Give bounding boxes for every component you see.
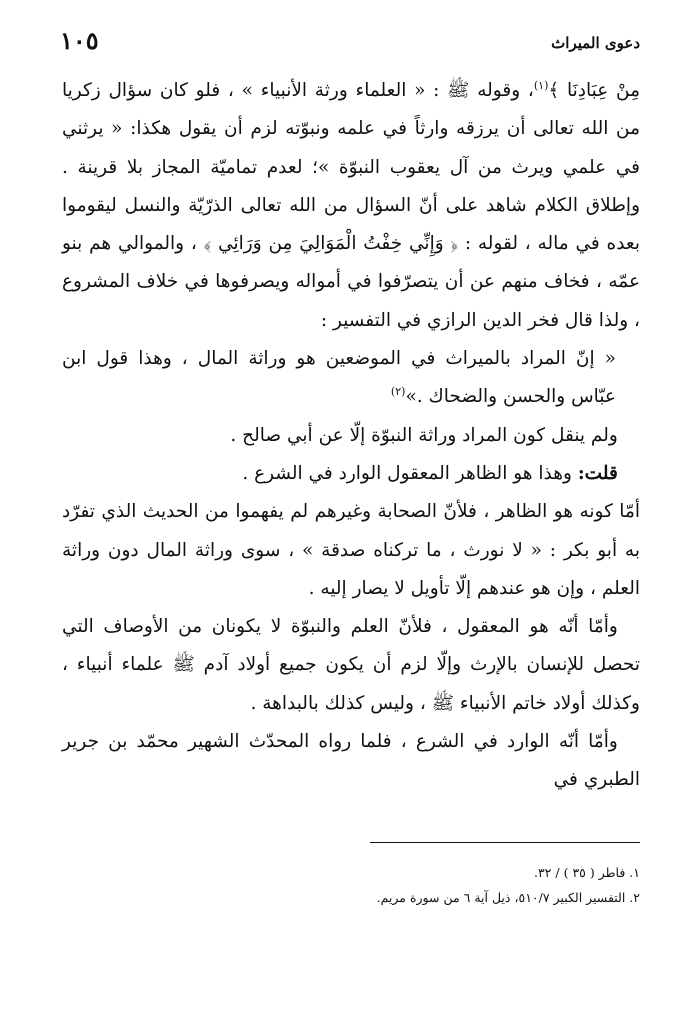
paragraph-1-text: ، وقوله ﷺ : « العلماء ورثة الأنبياء » ، فلو كان سؤال زكريا من الله تعالى أن يرزقه وارثاً في علمه ونبوّته لزم أن يقول هكذا: « يرثني في علمي ويرث من آل يعقوب النبوّة »؛ لعدم تماميّة المجاز بلا قرينة . وإطلاق الكلام شاهد على أنّ السؤال من الله تعالى الذرّيّة والنسل ليقوموا بعده في ماله ، لقوله : ﴿ وَإِنِّي خِفْتُ الْمَوَالِيَ مِن وَرَائِي ﴾ ، والموالي هم بنو عمّه ، فخاف منهم عن أن يتصرّفوا في أمواله ويصرفوها في خلاف المشروع ، ولذا قال فخر الدين الرازي في التفسير : <box>62 80 640 331</box>
running-title: دعوى الميراث <box>551 34 640 52</box>
paragraph-3: ولم ينقل كون المراد وراثة النبوّة إلّا عن أبي صالح . <box>230 424 618 446</box>
paragraph-4 <box>62 455 640 493</box>
paragraph-1 <box>62 72 640 340</box>
footnote-1: ١. فاطر ( ٣٥ ) / ٣٢. <box>534 865 640 880</box>
quotation <box>62 340 640 417</box>
footnote-divider <box>370 842 640 843</box>
footnotes <box>62 860 640 910</box>
footnote-ref-2: (٢) <box>390 385 406 399</box>
page-header <box>60 24 640 58</box>
paragraph-4-text: وهذا هو الظاهر المعقول الوارد في الشرع . <box>242 462 578 484</box>
paragraph-6: وأمّا أنّه هو المعقول ، فلأنّ العلم والنبوّة لا يكونان من الأوصاف التي تحصل للإنسان بالإرث وإلّا لزم أن يكون جميع أولاد آدم ﷺ علماء أنبياء ، وكذلك أولاد خاتم الأنبياء ﷺ ، وليس كذلك بالبداهة . <box>62 616 640 714</box>
footnote-ref-1: (١) <box>533 78 549 92</box>
qultu-label: قلت: <box>577 462 618 484</box>
quotation-text: « إنّ المراد بالميراث في الموضعين هو وراثة المال ، وهذا قول ابن عبّاس والحسن والضحاك .» <box>62 348 616 408</box>
quran-verse-end: مِنْ عِبَادِنَا ﴾ <box>548 80 641 101</box>
paragraph-7: وأمّا أنّه الوارد في الشرع ، فلما رواه المحدّث الشهير محمّد بن جرير الطبري في <box>62 731 640 791</box>
footnote-2: ٢. التفسير الكبير ٥١٠/٧، ذيل آية ٦ من سورة مريم. <box>376 890 640 905</box>
main-text <box>62 72 640 800</box>
page-number: ١٠٥ <box>60 26 99 55</box>
paragraph-5: أمّا كونه هو الظاهر ، فلأنّ الصحابة وغيرهم لم يفهموا من الحديث الذي تفرّد به أبو بكر : « لا نورث ، ما تركناه صدقة » ، سوى وراثة المال دون وراثة العلم ، وإن هو عندهم إلّا تأويل لا يصار إليه . <box>62 501 640 599</box>
